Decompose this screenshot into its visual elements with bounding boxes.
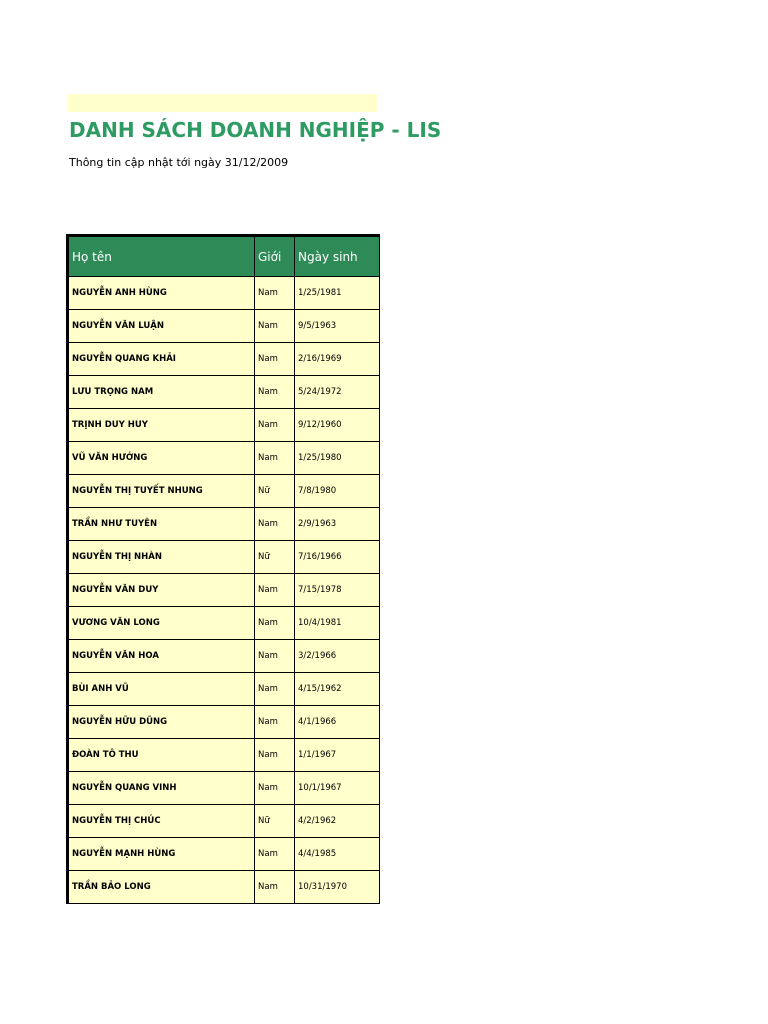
cell-name: NGUYỄN MẠNH HÙNG (68, 838, 255, 871)
cell-dob: 9/5/1963 (295, 310, 380, 343)
cell-sex: Nam (255, 739, 295, 772)
table-row (68, 376, 380, 409)
table-row (68, 706, 380, 739)
cell-dob: 2/16/1969 (295, 343, 380, 376)
table-row (68, 805, 380, 838)
table-row (68, 409, 380, 442)
cell-name: VŨ VĂN HƯỚNG (68, 442, 255, 475)
cell-sex: Nam (255, 442, 295, 475)
table-row (68, 574, 380, 607)
cell-name: VƯƠNG VĂN LONG (68, 607, 255, 640)
cell-dob: 10/31/1970 (295, 871, 380, 904)
cell-name: TRỊNH DUY HUY (68, 409, 255, 442)
cell-sex: Nữ (255, 805, 295, 838)
cell-dob: 4/15/1962 (295, 673, 380, 706)
cell-dob: 7/8/1980 (295, 475, 380, 508)
cell-sex: Nam (255, 277, 295, 310)
table-row (68, 640, 380, 673)
header-dob: Ngày sinh (295, 236, 380, 277)
update-note: Thông tin cập nhật tới ngày 31/12/2009 (69, 156, 289, 169)
cell-dob: 10/1/1967 (295, 772, 380, 805)
table-row (68, 475, 380, 508)
table-row (68, 607, 380, 640)
cell-name: NGUYỄN THỊ CHÚC (68, 805, 255, 838)
table-row (68, 541, 380, 574)
cell-sex: Nam (255, 706, 295, 739)
cell-dob: 1/25/1980 (295, 442, 380, 475)
cell-dob: 1/1/1967 (295, 739, 380, 772)
cell-sex: Nam (255, 772, 295, 805)
cell-sex: Nam (255, 376, 295, 409)
cell-dob: 9/12/1960 (295, 409, 380, 442)
cell-dob: 4/4/1985 (295, 838, 380, 871)
cell-dob: 10/4/1981 (295, 607, 380, 640)
cell-name: NGUYỄN QUANG KHẢI (68, 343, 255, 376)
cell-name: LƯU TRỌNG NAM (68, 376, 255, 409)
cell-name: NGUYỄN HỮU DŨNG (68, 706, 255, 739)
cell-sex: Nam (255, 508, 295, 541)
cell-dob: 7/15/1978 (295, 574, 380, 607)
cell-name: NGUYỄN VĂN LUẬN (68, 310, 255, 343)
cell-sex: Nam (255, 673, 295, 706)
cell-name: NGUYỄN THỊ TUYẾT NHUNG (68, 475, 255, 508)
table-row (68, 343, 380, 376)
header-name: Họ tên (68, 236, 255, 277)
cell-name: NGUYỄN VĂN DUY (68, 574, 255, 607)
table-row (68, 871, 380, 904)
table-row (68, 508, 380, 541)
cell-dob: 4/2/1962 (295, 805, 380, 838)
cell-dob: 7/16/1966 (295, 541, 380, 574)
enterprise-table (66, 234, 380, 904)
table-row (68, 838, 380, 871)
cell-sex: Nam (255, 409, 295, 442)
cell-name: TRẦN BẢO LONG (68, 871, 255, 904)
cell-dob: 4/1/1966 (295, 706, 380, 739)
cell-dob: 5/24/1972 (295, 376, 380, 409)
table-row (68, 673, 380, 706)
table-body (68, 277, 380, 904)
header-sex: Giới (255, 236, 295, 277)
cell-sex: Nam (255, 640, 295, 673)
cell-name: NGUYỄN THỊ NHÀN (68, 541, 255, 574)
cell-sex: Nam (255, 574, 295, 607)
table-row (68, 739, 380, 772)
enterprise-table-container (66, 234, 378, 907)
cell-sex: Nam (255, 607, 295, 640)
cell-sex: Nam (255, 838, 295, 871)
cell-dob: 1/25/1981 (295, 277, 380, 310)
cell-name: NGUYỄN VĂN HOA (68, 640, 255, 673)
table-row (68, 772, 380, 805)
cell-name: ĐOÀN TÔ THU (68, 739, 255, 772)
cell-sex: Nam (255, 871, 295, 904)
cell-name: BÙI ANH VŨ (68, 673, 255, 706)
table-row (68, 442, 380, 475)
cell-name: NGUYỄN QUANG VINH (68, 772, 255, 805)
cell-dob: 3/2/1966 (295, 640, 380, 673)
cell-name: NGUYỄN ANH HÙNG (68, 277, 255, 310)
table-row (68, 310, 380, 343)
cell-sex: Nam (255, 343, 295, 376)
cell-sex: Nữ (255, 541, 295, 574)
cell-sex: Nam (255, 310, 295, 343)
cell-sex: Nữ (255, 475, 295, 508)
table-row (68, 277, 380, 310)
page-title: DANH SÁCH DOANH NGHIỆP - LIS (69, 118, 442, 142)
cell-dob: 2/9/1963 (295, 508, 380, 541)
cell-name: TRẦN NHƯ TUYÊN (68, 508, 255, 541)
table-header-row (68, 236, 380, 277)
title-highlight-band (68, 94, 377, 112)
